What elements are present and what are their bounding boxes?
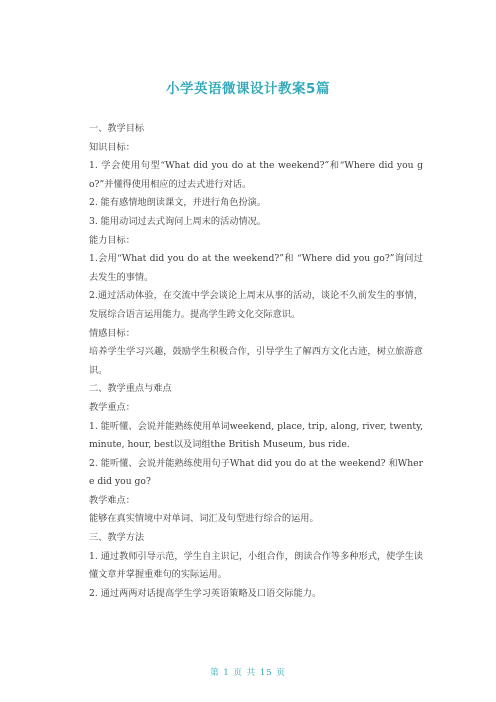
body-paragraph: 1. 能听懂、会说并能熟练使用单词weekend, place, trip, along, river, twenty, minute, hour, best以及词组the British Museum, bus ride. xyxy=(89,420,423,451)
document-title: 小学英语微课设计教案5篇 xyxy=(166,81,330,97)
section-heading: 三、教学方法 xyxy=(89,532,145,544)
subheading: 教学难点： xyxy=(89,494,135,506)
body-paragraph: 2. 通过两两对话提高学生学习英语策略及口语交际能力。 xyxy=(89,587,322,599)
body-paragraph: 能够在真实情境中对单词、词汇及句型进行综合的运用。 xyxy=(89,513,319,525)
page-number-footer: 第 1 页 共 15 页 xyxy=(210,668,286,678)
section-heading: 二、教学重点与难点 xyxy=(89,383,172,395)
body-paragraph: 培养学生学习兴趣，鼓励学生积极合作，引导学生了解西方文化古迹，树立旅游意识。 xyxy=(89,346,423,376)
subheading: 知识目标： xyxy=(89,141,135,153)
subheading: 情感目标： xyxy=(89,327,135,339)
subheading: 教学重点： xyxy=(89,401,135,413)
body-paragraph: 3. 能用动词过去式询问上周末的活动情况。 xyxy=(89,215,267,227)
body-paragraph: 2. 能听懂、会说并能熟练使用句子What did you do at the weekend? 和Where did you go? xyxy=(89,457,423,488)
body-paragraph: 1. 学会使用句型“What did you do at the weekend?”和“Where did you go?”并懂得使用相应的过去式进行对话。 xyxy=(89,160,423,190)
section-heading: 一、教学目标 xyxy=(89,123,145,134)
body-paragraph: 1. 通过教师引导示范，学生自主识记，小组合作，朗读合作等多种形式，使学生读懂文章并掌握重难句的实际运用。 xyxy=(89,550,423,581)
body-paragraph: 2. 能有感情地朗读课文，并进行角色扮演。 xyxy=(89,197,267,209)
document-body xyxy=(89,120,423,603)
subheading: 能力目标： xyxy=(89,234,135,246)
body-paragraph: 2.通过活动体验，在交流中学会谈论上周末从事的活动，谈论不久前发生的事情，发展综合语言运用能力。提高学生跨文化交际意识。 xyxy=(89,290,423,320)
body-paragraph: 1.会用“What did you do at the weekend?”和 “Where did you go?”询问过去发生的事情。 xyxy=(89,253,423,283)
